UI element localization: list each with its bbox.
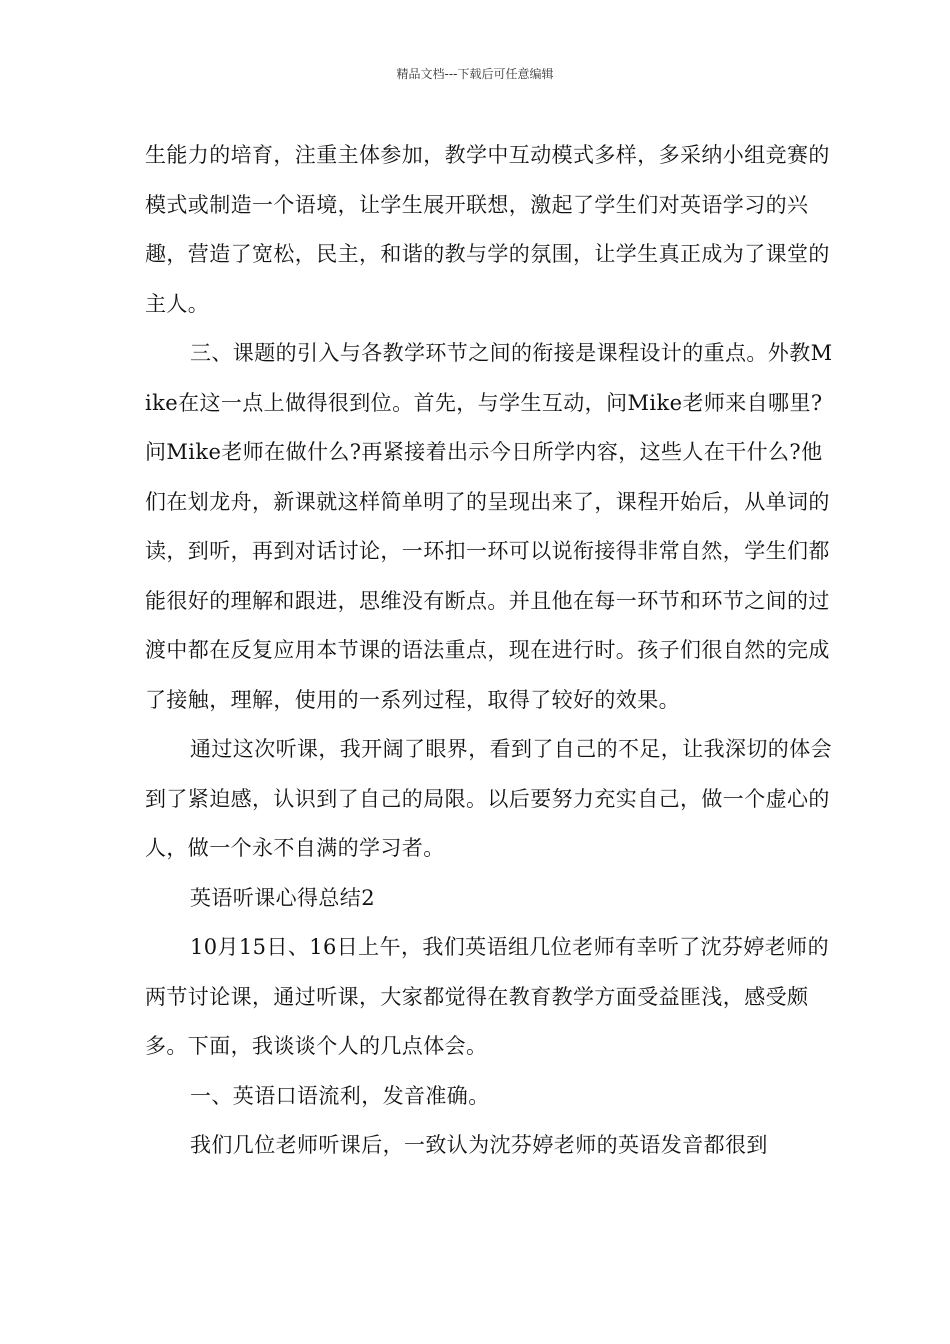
document-body xyxy=(145,131,835,1171)
paragraph-1: 生能力的培育，注重主体参加，教学中互动模式多样，多采纳小组竞赛的模式或制造一个语境，让学生展开联想，激起了学生们对英语学习的兴趣，营造了宽松，民主，和谐的教与学的氛围，让学生真正成为了课堂的主人。 xyxy=(145,143,830,316)
paragraph-2: 三、课题的引入与各教学环节之间的衔接是课程设计的重点。外教Mike在这一点上做得很到位。首先，与学生互动，问Mike老师来自哪里?问Mike老师在做什么?再紧接着出示今日所学内容，这些人在干什么?他们在划龙舟，新课就这样简单明了的呈现出来了，课程开始后，从单词的读，到听，再到对话讨论，一环扣一环可以说衔接得非常自然，学生们都能很好的理解和跟进，思维没有断点。并且他在每一环节和环节之间的过渡中都在反复应用本节课的语法重点，现在进行时。孩子们很自然的完成了接触，理解，使用的一系列过程，取得了较好的效果。 xyxy=(145,341,833,712)
paragraph-3: 通过这次听课，我开阔了眼界，看到了自己的不足，让我深切的体会到了紧迫感，认识到了自己的局限。以后要努力充实自己，做一个虚心的人，做一个永不自满的学习者。 xyxy=(145,737,832,860)
paragraph-5: 我们几位老师听课后，一致认为沈芬婷老师的英语发音都很到 xyxy=(190,1133,768,1157)
section-title: 英语听课心得总结2 xyxy=(190,885,375,910)
page-header: 精品文档---下载后可任意编辑 xyxy=(396,67,554,81)
paragraph-4: 10月15日、16日上午，我们英语组几位老师有幸听了沈芬婷老师的两节讨论课，通过听课，大家都觉得在教育教学方面受益匪浅，感受颇多。下面，我谈谈个人的几点体会。 xyxy=(145,935,829,1058)
subheading-1: 一、英语口语流利，发音准确。 xyxy=(190,1083,490,1108)
